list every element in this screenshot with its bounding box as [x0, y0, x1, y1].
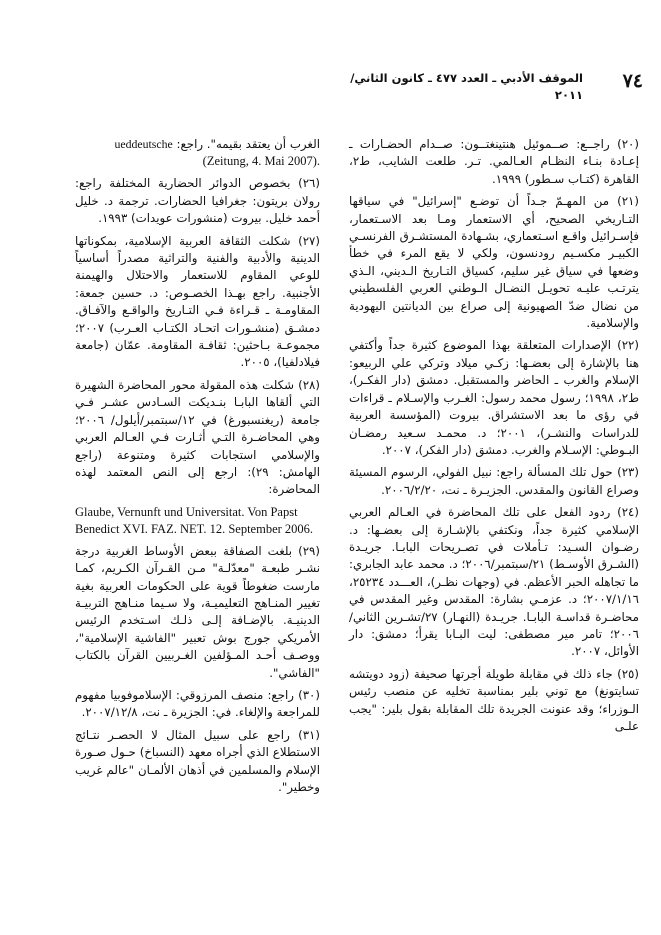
footnote-31: (٣١) راجع على سبيل المثال لا الحصـر نتـائج الاستطلاع الذي أجراه معهد (النسباخ) حـول صـورة الإسلام والمسلمين في أذهان الألمـان "عالم غريب وخطير".	[75, 727, 320, 794]
footnote-25-latin-a: ueddeutsche	[114, 137, 173, 151]
footnote-23: (٢٣) حول تلك المسألة راجع: نبيل الفولي، الرسوم المسيئة وصراع القانون والمقدس. الجزيـرة ـ نت، ٢٠٠٦/٢/٢٠.	[349, 465, 639, 497]
footnote-26: (٢٦) بخصوص الدوائر الحضارية المختلفة راجع: رولان بريتون: جغرافيا الحضارات. ترجمة د. خليل أحمد خليل. بيروت (منشورات عويدات) ١٩٩٣.	[75, 176, 320, 226]
left-column	[75, 136, 320, 801]
running-header	[283, 70, 583, 104]
footnote-25: (٢٥) جاء ذلك في مقابلة طويلة أجرتها صحيفة (زود دويتشه تسايتونغ) مع توني بلير بمناسبة تخليه عن منصب رئيس الـوزراء؛ وقد عنونت الجريدة تلك المقابلة بقول بلير: "يجب علـى	[349, 666, 639, 733]
footnote-29: (٢٩) بلغت الصفاقة ببعض الأوساط الغربية درجة نشـر طبعـة "معدّلـة" مـن القـرآن الكـريم، كمـا مارست ضغوطاً قوية على الحكومات العربية بغية تغيير المنـاهج التعليميـة، ولا سـيما منـاهج التربيـة الدينيـة. بالإضـافة إلـى ذلـك اسـتخدم الرئيس الأمريكي جورج بوش تعبير "الفاشية الإسلامية"، ووصـف أحـد المـؤلفين الغـربيين القرآن بالكتاب "الفاشي".	[75, 543, 320, 680]
footnote-27: (٢٧) شكلت الثقافة العربية الإسلامية، بمكوناتها الدينية والأدبية والفنية والتراثية مصدراً أساسياً للوعي المقاوم للاستعمار والاحتلال والهيمنة الأجنبية. راجع بهـذا الخصـوص: د. حسين جمعة: المقاومـة ـ قـراءة فـي التـاريخ والواقـع والآفـاق. دمشـق (منشـورات اتحـاد الكتـاب العـرب) ٢٠٠٧؛ مجموعـة بـاحثين: ثقافـة المقاومة. عمّان (جامعة فيلادلفيا)، ٢٠٠٥.	[75, 233, 320, 370]
running-title: الموقف الأدبي ـ العدد ٤٧٧ ـ كانون الثاني/	[350, 71, 583, 85]
page-number: ٧٤	[622, 70, 643, 92]
footnote-28-latin: Glaube, Vernunft und Universitat. Von Papst Benedict XVI. FAZ. NET. 12. September 2006.	[75, 504, 314, 536]
right-column	[349, 136, 639, 740]
footnote-25-cont-text: الغرب أن يعتقد بقيمه". راجع:	[176, 137, 320, 151]
footnote-24: (٢٤) ردود الفعل على تلك المحاضرة في العـالم العربي الإسلامي كثيرة جداً، ونكتفي بالإشـارة إلى بعضـها: د. رضـوان السـيد: تـأملات في تصـريحات البابـا. جريـدة (الشـرق الأوسـط) ٢١/سبتمبر/٢٠٠٦؛ د. محمد عابد الجابري: ما تجاهله الحبر الأعظم. في (وجهات نظـر)، العـــدد ٢٥٢٣٤، ٢٠٠٧/١/١٦؛ د. عزمـي بشارة: المقدس وغير المقدس في محاضـرة قداسـة البابـا. جريـدة (النهـار) ٢٧/تشـرين الثاني/٢٠٠٦؛ تامر مير مصطفى: ليت البـابا يقرأ؛ دمشق: دار الأوائل، ٢٠٠٧.	[349, 505, 639, 659]
footnote-28: (٢٨) شكلت هذه المقولة محور المحاضرة الشهيرة التي ألقاها البابـا بنـديكت السـادس عشـر فـي جامعة (ريغنسبورغ) في ١٢/سبتمبر/أيلول/ ٢٠٠٦؛ وهي المحاضـرة التـي أثـارت فـي العـالم العربي والإسلامي استجابات كثيرة ومتنوعة (راجع الهامش: ٢٩): ارجع إلى النص المعتمد لهذه المحاضرة:	[75, 377, 320, 497]
footnote-25-continued	[75, 136, 320, 153]
running-year: ٢٠١١	[554, 88, 583, 102]
footnote-30: (٣٠) راجع: منصف المرزوقي: الإسلاموفوبيا مفهوم للمراجعة والإلغاء. في: الجزيرة ـ نت، ٢٠٠٧/١٢/٨.	[75, 687, 320, 720]
footnote-21: (٢١) من المهـمّ جـداً أن توضـع "إسرائيل" في سياقها التـاريخي الصحيح، أي الاستعمار ومـا بعد الاسـتعمار، فإسـرائيل واقـع اسـتعماري، بشـهادة المستشـرق الفرنسـي الكبيـر مكسـيم رودنسون، ولكي لا يقع المرء في خطأ وضعها في سياق غير سليم، كسياق التـاريخ الـديني، الـذي يترتـب عليـه تحويـل النضـال الـوطني العربي الفلسطيني من نضال ضدّ الصهيونية إلى صراع بين الديانتين اليهودية والإسلامية.	[349, 194, 639, 331]
footnote-22: (٢٢) الإصدارات المتعلقة بهذا الموضوع كثيرة جداً وأكتفي هنا بالإشارة إلى بعضـها: زكـي ميلاد وتركي علي الربيعو: الإسلام والغرب ـ الحاضر والمستقبل. دمشق (دار الفكـر)، ط٢، ١٩٩٨؛ رسول محمد رسول: الغـرب والإسـلام ـ قراءات في رؤى ما بعد الاستشراق. بيروت (المؤسسة العربية للدراسات والنشـر)، ٢٠٠١؛ د. محمـد سـعيد رمضـان البـوطي: الإسـلام والغرب. دمشق (دار الفكر)، ٢٠٠٧.	[349, 338, 640, 457]
footnote-25-latin-b: (Zeitung, 4. Mai 2007).	[202, 154, 320, 169]
footnote-20: (٢٠) راجــع: صــموئيل هنتينغتــون: صــدام الحضـارات ـ إعـادة بنـاء النظـام العـالمي. تـر. طلعت الشايب، ط٢، القاهرة (كتـاب سـطور) ١٩٩٩.	[349, 137, 639, 186]
